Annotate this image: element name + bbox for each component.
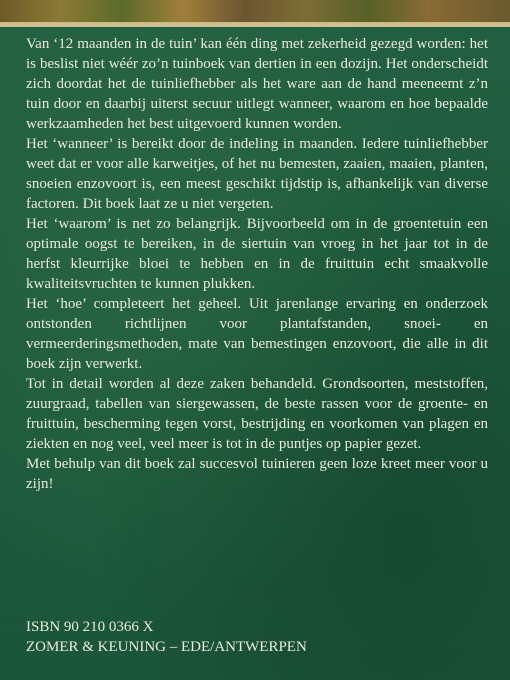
blurb-paragraph-6: Met behulp van dit boek zal succesvol tuinieren geen loze kreet meer voor u zijn! <box>26 456 488 492</box>
blurb-paragraph-3: Het ‘waarom’ is net zo belangrijk. Bijvoorbeeld om in de groentetuin een optimale oogst te bereiken, in de siertuin van vroeg in het jaar tot in de herfst kleurrijke bloei te hebben en in de fruittuin echt smaakvolle kwaliteitsvruchten te kunnen plukken. <box>26 216 488 292</box>
blurb-paragraph-1: Van ‘12 maanden in de tuin’ kan één ding met zekerheid gezegd worden: het is beslist niet wéér zo’n tuinboek van dertien in een dozijn. Het onderscheidt zich doordat het de tuinliefhebber als het ware aan de hand meeneemt z’n tuin door en daarbij uiterst secuur uitlegt wanneer, waarom en hoe bepaalde werkzaamheden het best uitgevoerd kunnen worden. <box>26 36 488 132</box>
blurb-paragraph-2: Het ‘wanneer’ is bereikt door de indeling in maanden. Iedere tuinliefhebber weet dat er voor alle karweitjes, of het nu bemesten, zaaien, maaien, planten, snoeien enzovoort is, een meest geschikt tijdstip is, afhankelijk van diverse factoren. Dit boek laat ze u niet vergeten. <box>26 136 488 212</box>
blurb-paragraph-4: Het ‘hoe’ completeert het geheel. Uit jarenlange ervaring en onderzoek ontstonden richtlijnen voor plantafstanden, snoei- en vermeerderingsmethoden, mate van bemestingen enzovoort, die alle in dit boek zijn verwerkt. <box>26 296 488 372</box>
blurb-paragraph-5: Tot in detail worden al deze zaken behandeld. Grondsoorten, meststoffen, zuurgraad, tabellen van siergewassen, de beste rassen voor de groente- en fruittuin, bescherming tegen vorst, bestrijding en voorkomen van plagen en ziekten en nog veel, veel meer is tot in de puntjes op papier gezet. <box>26 376 488 452</box>
publisher: ZOMER & KEUNING – EDE/ANTWERPEN <box>26 639 307 655</box>
blurb-text <box>26 34 488 494</box>
isbn: ISBN 90 210 0366 X <box>26 619 154 635</box>
publication-info <box>26 617 488 657</box>
cover-photo-strip <box>0 0 510 24</box>
